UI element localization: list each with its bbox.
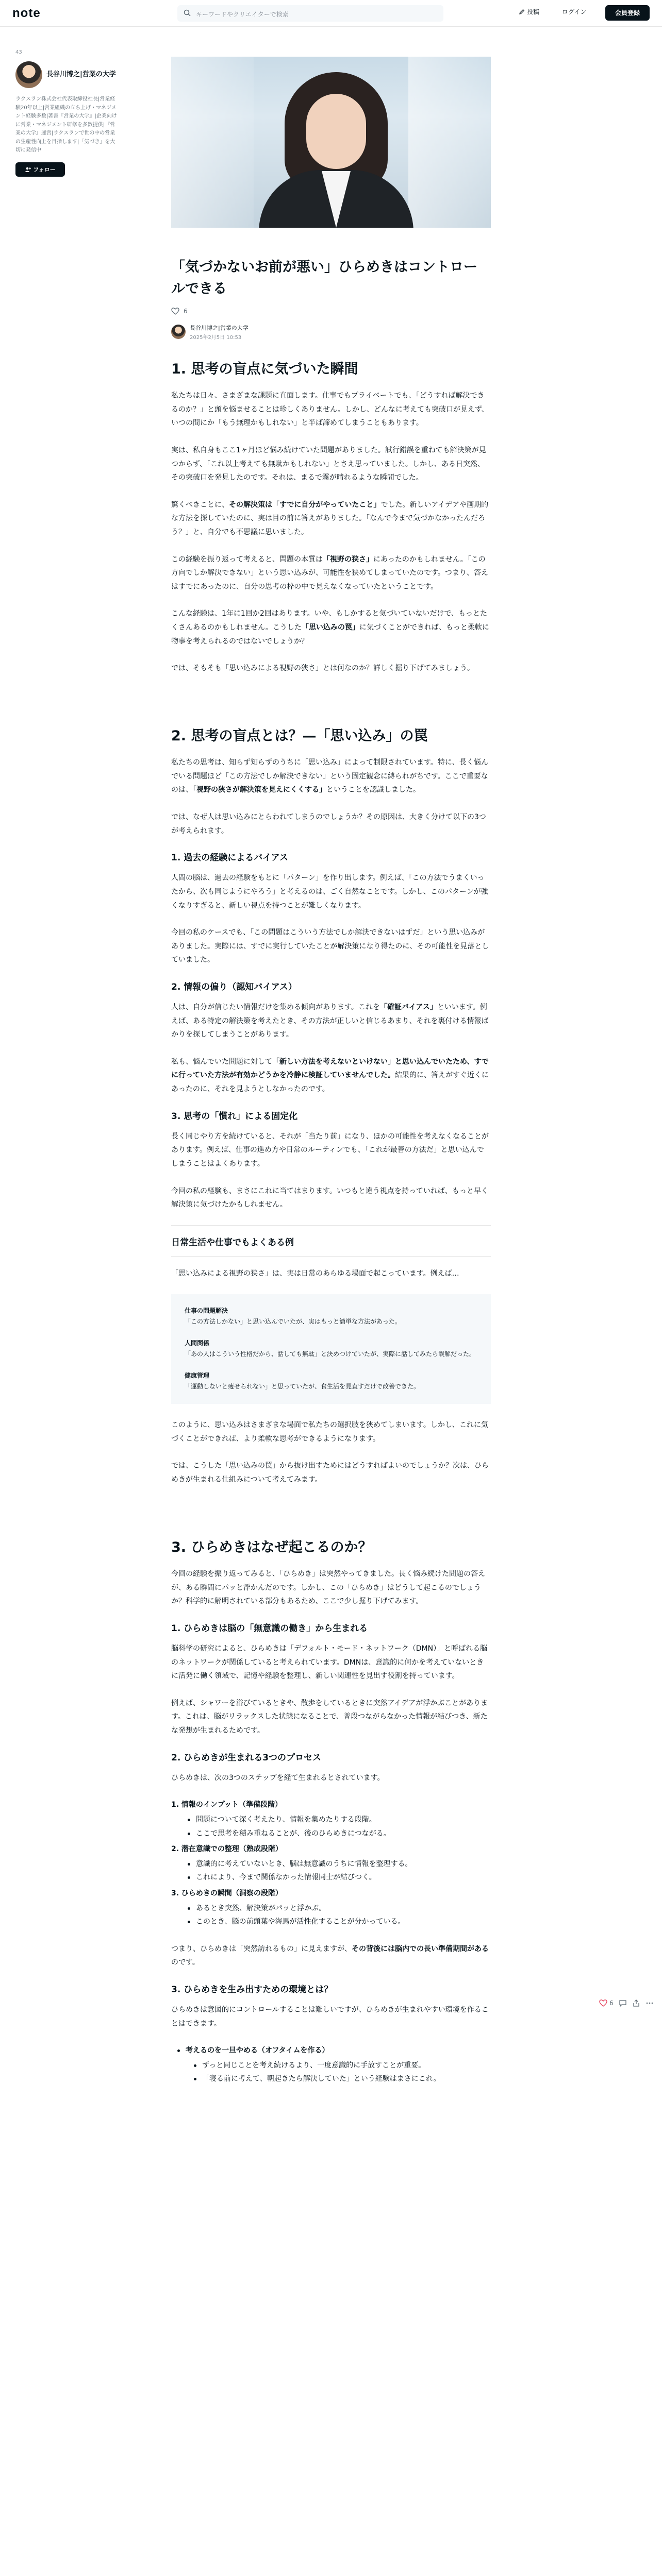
quote-item-text: 「運動しないと痩せられない」と思っていたが、食生活を見直すだけで改善できた。	[185, 1383, 420, 1391]
list-item: 問題について深く考えたり、情報を集めたりする段階。	[188, 1813, 491, 1827]
follow-user-icon	[25, 166, 31, 173]
article-title: 「気づかないお前が悪い」ひらめきはコントロールできる	[171, 259, 477, 297]
paragraph: では、そもそも「思い込みによる視野の狭さ」とは何なのか？詳しく掘り下げてみましょう。	[171, 664, 474, 673]
paragraph: 私たちは日々、さまざまな課題に直面します。仕事でもプライベートでも、「どうすれば解決できるのか？」と頭を悩ませることは珍しくありません。しかし、どんなに考えても突破口が見えず、いつの間にか「もう無理かもしれない」と半ば諦めてしまうこともあります。	[171, 392, 489, 428]
hero-image	[171, 57, 491, 228]
list-item: 「寝る前に考えて、朝起きたら解決していた」という経験はまさにこれ。	[194, 2072, 491, 2086]
list-item: あるとき突然、解決策がパッと浮かぶ。	[188, 1902, 491, 1916]
quote-item-title: 人間関係	[185, 1339, 210, 1347]
list-item: 1. 情報のインプット（準備段階）	[171, 1801, 282, 1809]
subheading: 日常生活や仕事でもよくある例	[171, 1237, 294, 1248]
paragraph: 今回の私の経験も、まさにこれに当てはまります。いつもと違う視点を持っていれば、もっと早く解決策に気づけたかもしれません。	[171, 1187, 488, 1209]
paragraph: つまり、ひらめきは「突然訪れるもの」に見えますが、その背後には脳内での長い準備期間があるのです。	[171, 1944, 489, 1967]
section-heading: 2. 思考の盲点とは？—「思い込み」の罠	[171, 727, 428, 744]
paragraph: こんな経験は、1年に1回か2回はあります。いや、もしかすると気づいていないだけで、もっとたくさんあるのかもしれません。こうした「思い込みの罠」に気づくことができれば、もっと柔軟に物事を考えられるのではないでしょうか？	[171, 609, 489, 646]
search-input[interactable]	[177, 5, 443, 22]
meta-author-name[interactable]: 長谷川博之|営業の大学	[190, 324, 249, 331]
sidebar-top-label: 43	[15, 49, 22, 55]
author-avatar-small[interactable]	[171, 325, 186, 339]
paragraph: 私たちの思考は、知らず知らずのうちに「思い込み」によって制限されています。特に、長く悩んでいる問題ほど「この方法でしか解決できない」という固定観念に縛られがちです。ここで重要なのは、「視野の狭さが解決策を見えにくくする」ということを認識しました。	[171, 758, 488, 794]
like-row	[171, 307, 491, 315]
bullet-list	[177, 2044, 491, 2058]
article-meta	[171, 324, 491, 341]
ordered-list	[171, 1798, 491, 1928]
paragraph: 人は、自分が信じたい情報だけを集める傾向があります。これを「確証バイアス」といいます。例えば、ある特定の解決策を考えたとき、その方法が正しいと信じるあまり、それを裏付ける情報ばかりを探してしまうことがあります。	[171, 1003, 489, 1039]
author-avatar[interactable]	[15, 61, 42, 88]
more-icon[interactable]	[646, 1999, 654, 2007]
subheading: 2. 情報の偏り（認知バイアス）	[171, 981, 297, 992]
list-item: 意識的に考えていないとき、脳は無意識のうちに情報を整理する。	[188, 1857, 491, 1871]
note-logo[interactable]: note	[12, 6, 41, 20]
person-face	[306, 94, 366, 169]
like-count: 6	[609, 1999, 614, 2007]
quote-item-text: 「あの人はこういう性格だから、話しても無駄」と決めつけていたが、実際に話してみたら誤解だった。	[185, 1350, 476, 1358]
comment-icon[interactable]	[619, 1999, 627, 2007]
paragraph: ひらめきは意図的にコントロールすることは難しいですが、ひらめきが生まれやすい環境を作ることはできます。	[171, 2006, 489, 2028]
paragraph: この経験を振り返って考えると、問題の本質は「視野の狭さ」にあったのかもしれません。「この方向でしか解決できない」という思い込みが、可能性を狭めてしまっていたのです。つまり、答えはすでにあったのに、自分の思考の枠の中で見えなくなっていたということです。	[171, 555, 488, 591]
article	[171, 57, 491, 2099]
divider	[171, 1256, 491, 1257]
section-heading: 3. ひらめきはなぜ起こるのか？	[171, 1539, 372, 1555]
follow-button[interactable]	[15, 162, 65, 177]
post-button[interactable]	[519, 7, 539, 16]
quote-item-text: 「この方法しかない」と思い込んでいたが、実はもっと簡単な方法があった。	[185, 1317, 401, 1325]
list-item: ずっと同じことを考え続けるより、一度意識的に手放すことが重要。	[194, 2059, 491, 2073]
floating-actions	[599, 1999, 654, 2007]
bullet-list	[188, 1902, 491, 1929]
window-light	[171, 57, 254, 228]
search-icon	[184, 9, 191, 16]
article-body	[171, 359, 491, 2086]
paragraph: 脳科学の研究によると、ひらめきは「デフォルト・モード・ネットワーク（DMN）」と呼ばれる脳のネットワークが関係していると考えられています。DMNは、意識的に何かを考えていないときに活発に働く領域で、記憶や経験を整理し、新しい関連性を見出す役割を持っています。	[171, 1645, 488, 1681]
share-icon[interactable]	[632, 1999, 640, 2007]
bullet-list	[194, 2059, 491, 2086]
list-item: これにより、今まで関係なかった情報同士が結びつく。	[188, 1871, 491, 1885]
list-item: ここで思考を積み重ねることが、後のひらめきにつながる。	[188, 1827, 491, 1841]
paragraph: 「思い込みによる視野の狭さ」は、実は日常のあらゆる場面で起こっています。例えば…	[171, 1269, 459, 1278]
like-count: 6	[184, 307, 188, 315]
list-item: 2. 潜在意識での整理（熟成段階）	[171, 1845, 283, 1854]
bullet-list	[188, 1813, 491, 1840]
paragraph: 長く同じやり方を続けていると、それが「当たり前」になり、ほかの可能性を考えなくなることがあります。例えば、仕事の進め方や日常のルーティンでも、「これが最善の方法だ」と思い込んでしまうことはよくあります。	[171, 1132, 489, 1168]
section-heading: 1. 思考の盲点に気づいた瞬間	[171, 361, 358, 377]
pen-icon	[519, 9, 525, 15]
list-item: 考えるのを一旦やめる（オフタイムを作る）	[177, 2044, 491, 2058]
subheading: 1. 過去の経験によるバイアス	[171, 853, 289, 863]
paragraph: 驚くべきことに、その解決策は「すでに自分がやっていたこと」でした。新しいアイデアや画期的な方法を探していたのに、実は目の前に答えがありました。「なんで今まで気づかなかったんだろう？」と、自分でも不思議に思いました。	[171, 500, 489, 536]
subheading: 2. ひらめきが生まれる3つのプロセス	[171, 1752, 322, 1763]
author-bio: ラクスラン株式会社代表取締役社長|営業経験20年以上|営業組織の立ち上げ・マネジメント経験多数|著書『営業の大学』|企業向けに営業・マネジメント研修を多数提供|『営業の大学』運営|ラクスランで世の中の営業の生産性向上を目指します|「気づき」を大切に発信中	[15, 96, 117, 153]
author-sidebar	[15, 49, 119, 177]
author-name[interactable]: 長谷川博之|営業の大学	[46, 70, 116, 78]
signup-button[interactable]: 会員登録	[605, 5, 650, 21]
quote-item-title: 健康管理	[185, 1371, 210, 1379]
site-header	[0, 0, 662, 27]
publish-date: 2025年2月5日 10:53	[190, 334, 242, 341]
subheading: 3. ひらめきを生み出すための環境とは？	[171, 1984, 333, 1995]
paragraph: ひらめきは、次の3つのステップを経て生まれるとされています。	[171, 1773, 385, 1782]
paragraph: 今回の私のケースでも、「この問題はこういう方法でしか解決できないはずだ」という思い込みがありました。実際には、すでに実行していたことが解決策になり得たのに、その可能性を見落としていました。	[171, 928, 489, 964]
heart-icon[interactable]	[599, 1999, 607, 2007]
heart-icon[interactable]	[171, 307, 179, 315]
paragraph: 今回の経験を振り返ってみると、「ひらめき」は突然やってきました。長く悩み続けた問題の答えが、ある瞬間にパッと浮かんだのです。しかし、この「ひらめき」はどうして起こるのでしょうか？科学的に解明されている部分もあるため、ここで少し掘り下げてみます。	[171, 1570, 485, 1606]
search-placeholder: キーワードやクリエイターで検索	[196, 11, 289, 18]
list-item: 3. ひらめきの瞬間（洞察の段階）	[171, 1889, 283, 1897]
paragraph: では、なぜ人は思い込みにとらわれてしまうのでしょうか？その原因は、大きく分けて以下の3つが考えられます。	[171, 812, 486, 835]
follow-label: フォロー	[33, 166, 56, 173]
login-link[interactable]: ログイン	[562, 8, 587, 15]
quote-item-title: 仕事の問題解決	[185, 1307, 228, 1314]
list-item: このとき、脳の前頭葉や海馬が活性化することが分かっている。	[188, 1915, 491, 1929]
paragraph: 私も、悩んでいた問題に対して「新しい方法を考えないといけない」と思い込んでいたため、すでに行っていた方法が有効かどうかを冷静に検証していませんでした。結果的に、答えがすぐ近くにあったのに、それを見ようとしなかったのです。	[171, 1057, 489, 1094]
paragraph: このように、思い込みはさまざまな場面で私たちの選択肢を狭めてしまいます。しかし、これに気づくことができれば、より柔軟な思考ができるようになります。	[171, 1421, 488, 1443]
paragraph: 人間の脳は、過去の経験をもとに「パターン」を作り出します。例えば、「この方法でうまくいったから、次も同じようにやろう」と考えるのは、ごく自然なことです。しかし、このパターンが強くなりすぎると、新しい視点を持つことが難しくなります。	[171, 874, 488, 910]
subheading: 1. ひらめきは脳の「無意識の働き」から生まれる	[171, 1623, 368, 1634]
paragraph: 実は、私自身もここ1ヶ月ほど悩み続けていた問題がありました。試行錯誤を重ねても解決策が見つからず、「これ以上考えても無駄かもしれない」とさえ思っていました。しかし、ある日突然、その突破口を発見したのです。それは、まるで霧が晴れるような瞬間でした。	[171, 446, 486, 482]
window-light	[408, 57, 491, 228]
subheading: 3. 思考の「慣れ」による固定化	[171, 1111, 298, 1122]
author-profile[interactable]	[15, 61, 119, 88]
bullet-list	[171, 2044, 491, 2086]
paragraph: 例えば、シャワーを浴びているときや、散歩をしているときに突然アイデアが浮かぶことがあります。これは、脳がリラックスした状態になることで、普段つながらなかった情報が結びつき、新たな発想が生まれるためです。	[171, 1699, 488, 1735]
quote-block	[171, 1294, 491, 1404]
divider	[171, 1225, 491, 1226]
post-label: 投稿	[527, 8, 540, 15]
bullet-list	[188, 1857, 491, 1885]
paragraph: では、こうした「思い込みの罠」から抜け出すためにはどうすればよいのでしょうか？次は、ひらめきが生まれる仕組みについて考えてみます。	[171, 1462, 489, 1484]
